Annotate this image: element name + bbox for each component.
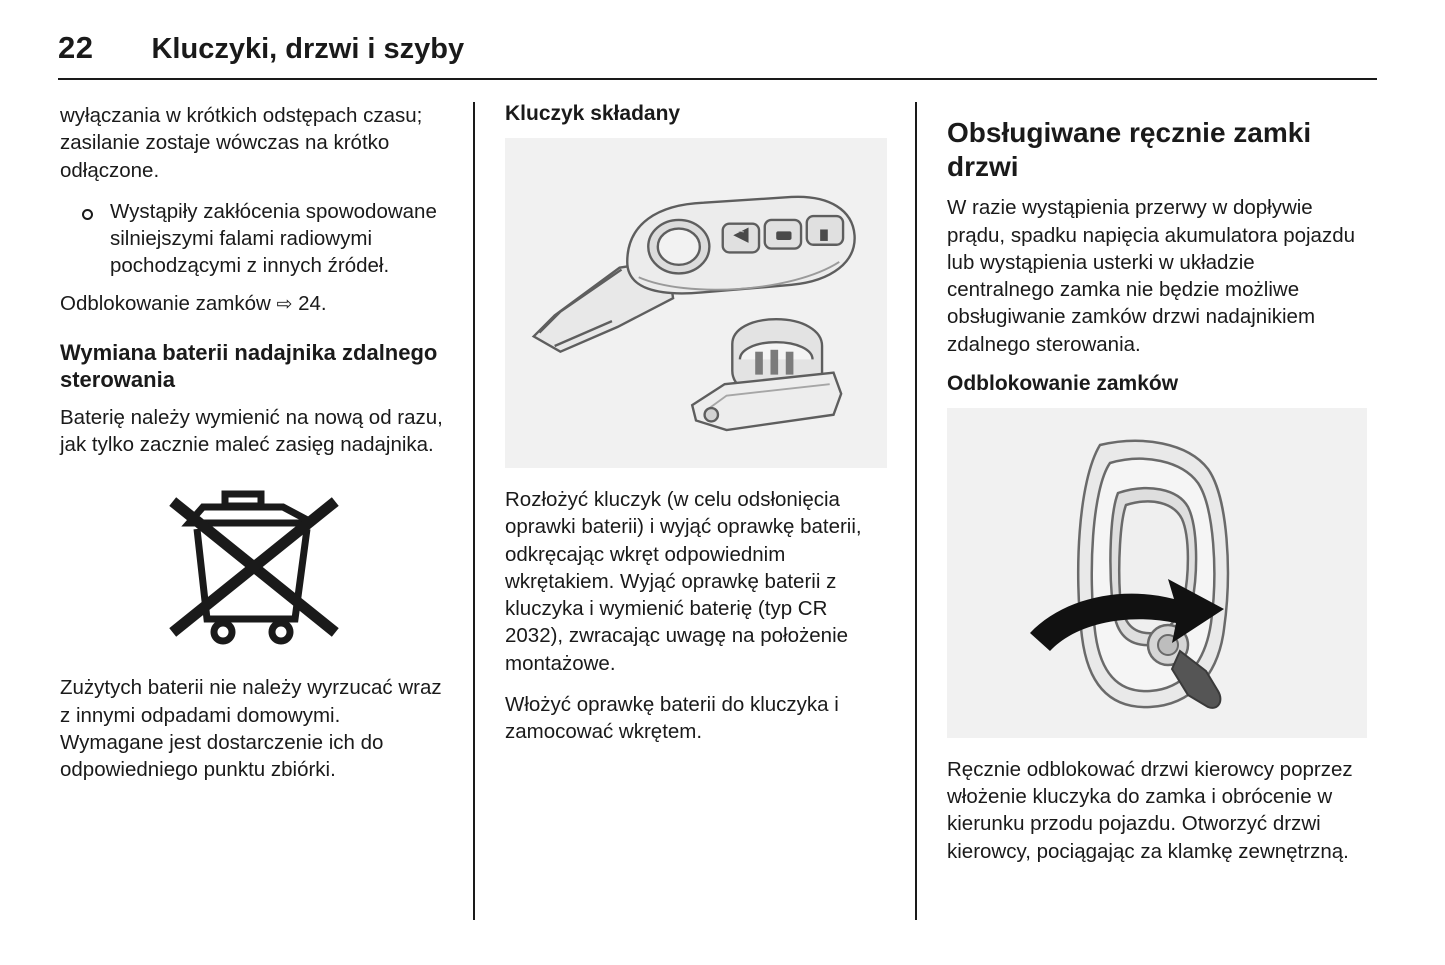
battery-replacement-paragraph: Baterię należy wymienić na nową od razu, jak tylko zacznie maleć zasięg nadajnika.	[60, 405, 443, 457]
page-columns	[50, 102, 1385, 922]
key-battery-reassembly-paragraph: Włożyć oprawkę baterii do kluczyka i zamocować wkrętem.	[505, 692, 839, 743]
crossed-out-wheelie-bin-icon	[163, 477, 343, 647]
door-handle-illustration-icon	[992, 423, 1322, 723]
intro-paragraph: wyłączania w krótkich odstępach czasu; zasilanie zostaje wówczas na krótko odłączone.	[60, 104, 423, 182]
page-title: Kluczyki, drzwi i szyby	[151, 33, 465, 65]
unlocking-subheading: Odblokowanie zamków	[947, 371, 1179, 395]
folding-key-figure	[505, 138, 887, 468]
manual-door-locks-heading: Obsługiwane ręcznie zamki drzwi	[947, 117, 1312, 183]
column-3	[917, 102, 1377, 922]
key-battery-instructions-paragraph: Rozłożyć kluczyk (w celu odsłonięcia oprawki baterii) i wyjąć oprawkę baterii, odkręcając wkręt odpowiednim wkrętakiem. Wyjąć oprawkę baterii z kluczyka i wymienić baterię (typ CR 2032), zwracając uwagę na położenie montażowe.	[505, 488, 862, 675]
interference-bullet-list	[60, 198, 445, 280]
list-item: Wystąpiły zakłócenia spowodowane silniejszymi falami radiowymi pochodzącymi z innych źródeł.	[60, 198, 445, 280]
folding-key-illustration-icon	[505, 148, 887, 458]
manual-door-locks-paragraph: W razie wystąpienia przerwy w dopływie prądu, spadku napięcia akumulatora pojazdu lub wystąpienia usterki w układzie centralnego zamka nie będzie możliwe obsługiwanie zamków drzwi nadajnikiem zdalnego sterowania.	[947, 196, 1355, 356]
battery-disposal-paragraph: Zużytych baterii nie należy wyrzucać wraz z innymi odpadami domowymi. Wymagane jest dostarczenie ich do odpowiedniego punktu zbiórki.	[60, 676, 442, 782]
cross-reference-line	[60, 290, 445, 317]
door-handle-figure	[947, 408, 1367, 738]
battery-replacement-heading: Wymiana baterii nadajnika zdalnego sterowania	[60, 339, 438, 393]
folding-key-heading: Kluczyk składany	[505, 102, 681, 125]
manual-unlock-instructions-paragraph: Ręcznie odblokować drzwi kierowcy poprzez włożenie kluczyka do zamka i obrócenie w kierunku przodu pojazdu. Otworzyć drzwi kierowcy, pociągając za klamkę zewnętrzną.	[947, 757, 1353, 863]
page-header	[50, 30, 1385, 66]
cross-reference-page: 24.	[298, 291, 327, 315]
reference-arrow-icon: ⇨	[276, 293, 293, 315]
cross-reference-text: Odblokowanie zamków	[60, 291, 271, 315]
header-divider	[58, 78, 1377, 80]
page-number: 22	[58, 30, 94, 65]
column-2	[475, 102, 915, 922]
crossed-out-wheelie-bin-figure	[60, 472, 445, 652]
column-1	[50, 102, 473, 922]
